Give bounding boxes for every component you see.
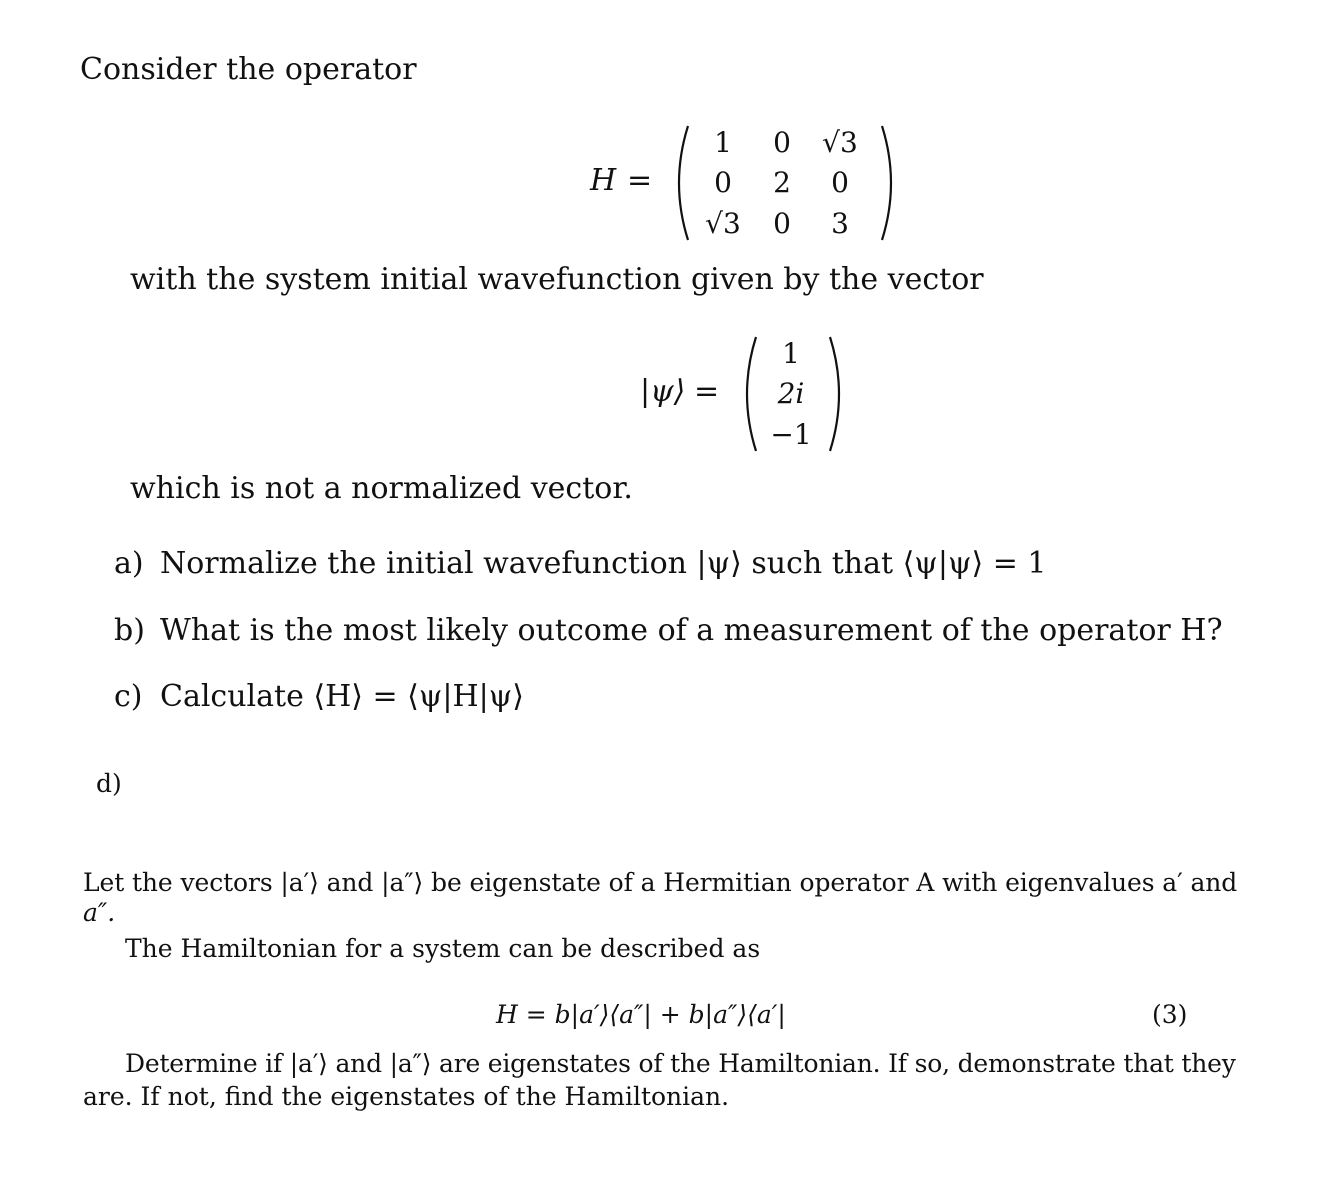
matrix-left-paren xyxy=(668,122,692,244)
vector-cell: −1 xyxy=(770,418,812,451)
question-line1: Determine if |a′⟩ and |a″⟩ are eigenstates of the Hamiltonian. If so, demonstrate that they xyxy=(125,1049,1236,1078)
equation-number: (3) xyxy=(1152,1000,1188,1029)
ket-psi: |ψ⟩ xyxy=(640,374,686,409)
matrix-cell: 0 xyxy=(714,166,732,199)
part-text: Normalize the initial wavefunction |ψ⟩ such that ⟨ψ|ψ⟩ = 1 xyxy=(160,546,1047,581)
part-label: b) xyxy=(114,613,145,648)
part-label: c) xyxy=(114,679,143,714)
matrix-cell: 0 xyxy=(831,166,849,199)
hamiltonian-intro: The Hamiltonian for a system can be described as xyxy=(125,934,761,963)
eigenstate-statement-line1: Let the vectors |a′⟩ and |a″⟩ be eigenstate of a Hermitian operator A with eigenvalues a′ and xyxy=(83,868,1238,897)
hamiltonian-equation: H = b|a′⟩⟨a″| + b|a″⟩⟨a′| xyxy=(496,1000,786,1029)
not-normalized-text: which is not a normalized vector. xyxy=(130,471,633,506)
matrix-cell: √3 xyxy=(822,126,858,159)
equals-sign: = xyxy=(694,374,720,409)
vector-left-paren xyxy=(736,333,760,455)
matrix-cell: 2 xyxy=(773,166,791,199)
matrix-cell: 0 xyxy=(773,207,791,240)
vector-cell: 1 xyxy=(782,337,800,370)
matrix-cell: 3 xyxy=(831,207,849,240)
part-text: Calculate ⟨H⟩ = ⟨ψ|H|ψ⟩ xyxy=(160,679,524,714)
operator-symbol: H xyxy=(590,163,617,198)
matrix-cell: 0 xyxy=(773,126,791,159)
equals-sign: = xyxy=(627,163,653,198)
part-d-label: d) xyxy=(96,769,122,798)
question-line2: are. If not, find the eigenstates of the Hamiltonian. xyxy=(83,1082,730,1111)
part-text: What is the most likely outcome of a measurement of the operator H? xyxy=(160,613,1223,648)
matrix-cell: 1 xyxy=(714,126,732,159)
matrix-right-paren xyxy=(878,122,902,244)
eigenstate-statement-line2: a″. xyxy=(83,898,116,927)
vector-cell: 2i xyxy=(777,377,805,410)
vector-right-paren xyxy=(826,333,850,455)
intro-text: Consider the operator xyxy=(80,52,417,87)
matrix-cell: √3 xyxy=(705,207,741,240)
part-label: a) xyxy=(114,546,144,581)
wavefunction-text: with the system initial wavefunction given by the vector xyxy=(130,262,984,297)
